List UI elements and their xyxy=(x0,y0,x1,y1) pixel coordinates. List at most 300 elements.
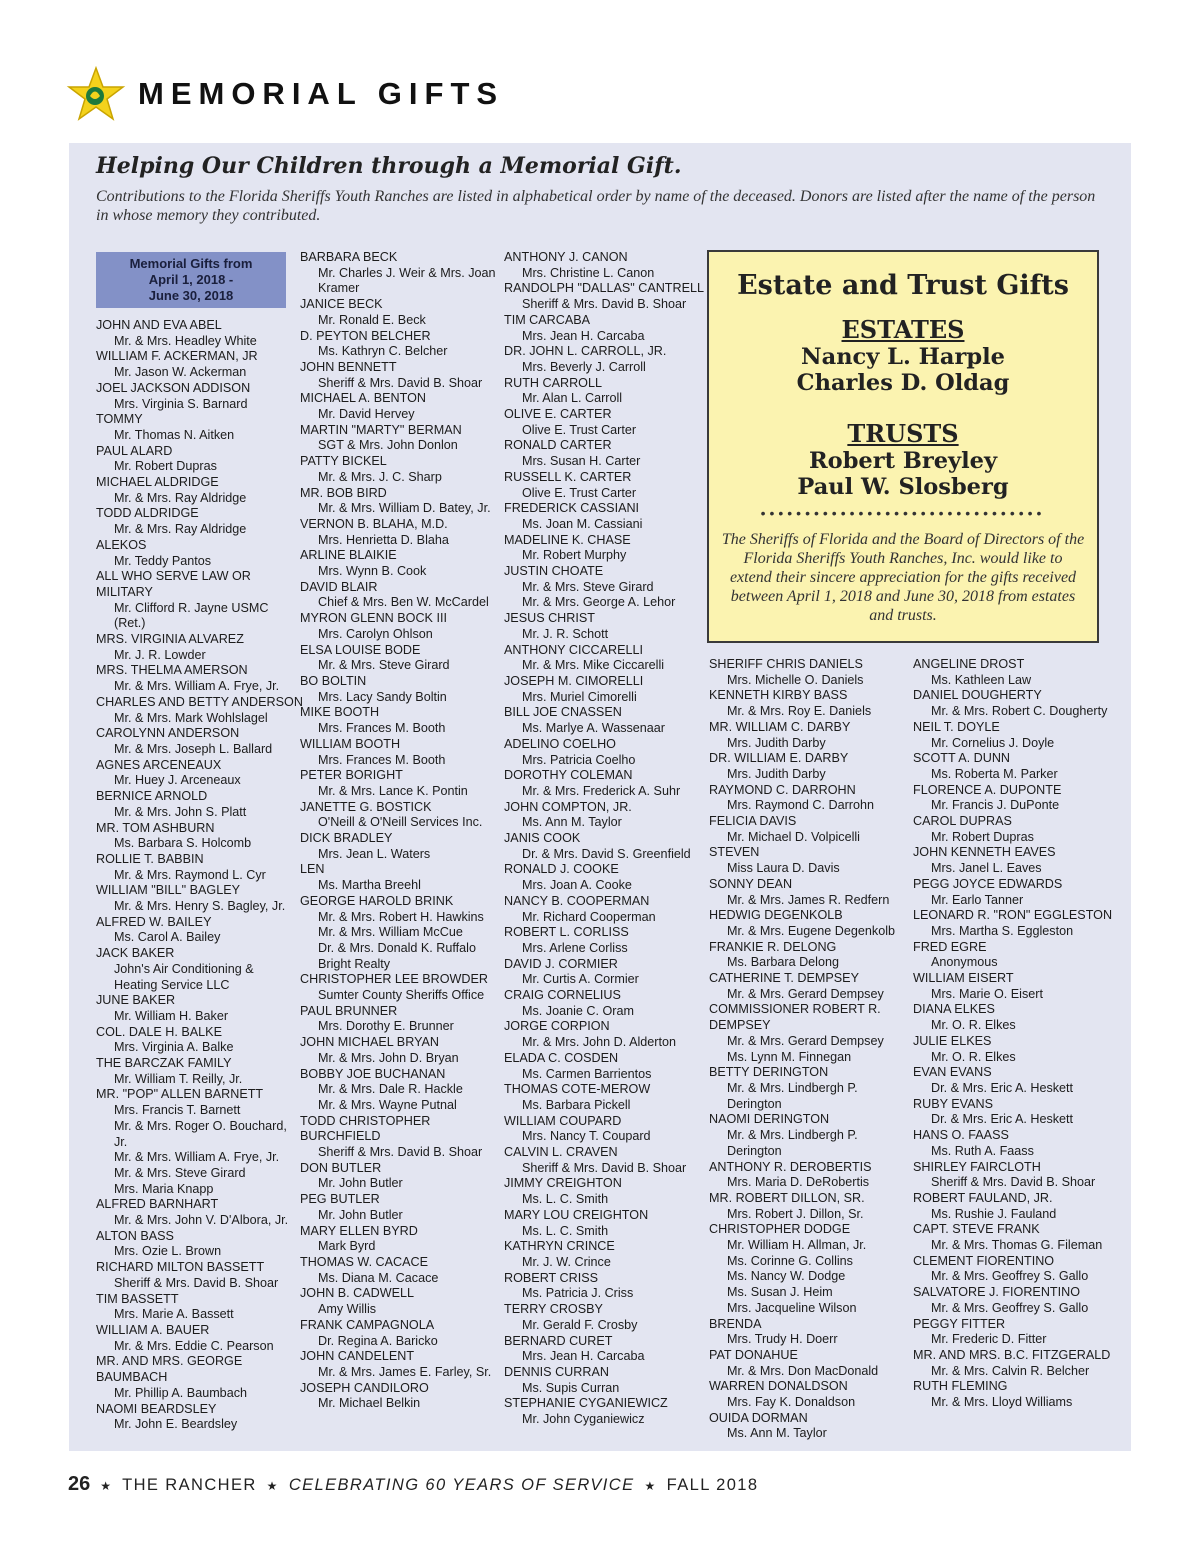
honoree-name: ADELINO COELHO xyxy=(504,736,616,751)
donor-name: Ms. Barbara Pickell xyxy=(522,1097,631,1112)
honoree-name: RUTH CARROLL xyxy=(504,375,602,390)
donor-name: Mrs. Martha S. Eggleston xyxy=(931,923,1074,938)
donor-name: Ms. Joan M. Cassiani xyxy=(522,516,643,531)
donor-name: Ms. Nancy W. Dodge xyxy=(727,1269,846,1284)
honoree-name: JANETTE G. BOSTICK xyxy=(300,799,432,814)
honoree-name: TOMMY xyxy=(96,412,143,427)
donor-name: Ms. Carol A. Bailey xyxy=(114,930,221,945)
honoree-name: AGNES ARCENEAUX xyxy=(96,757,222,772)
honoree-name: JOHN B. CADWELL xyxy=(300,1286,415,1301)
honoree-name: ANTHONY CICCARELLI xyxy=(504,642,644,657)
donor-name: Mrs. Marie A. Bassett xyxy=(114,1307,234,1322)
honoree-name: THOMAS COTE-MEROW xyxy=(504,1082,651,1097)
donor-name: Mrs. Trudy H. Doerr xyxy=(727,1332,838,1347)
honoree-name: FELICIA DAVIS xyxy=(709,814,797,829)
honoree-name: PEGG JOYCE EDWARDS xyxy=(913,876,1063,891)
honoree-name: MRS. THELMA AMERSON xyxy=(96,663,248,678)
honoree-name: CRAIG CORNELIUS xyxy=(504,988,621,1003)
donor-name: Mr. Robert Murphy xyxy=(522,548,627,563)
donor-name: Mr. & Mrs. Ray Aldridge xyxy=(114,522,247,537)
honoree-name: RUBY EVANS xyxy=(913,1096,994,1111)
publication-name: THE RANCHER xyxy=(122,1476,257,1494)
donor-name: Ms. Joanie C. Oram xyxy=(522,1003,634,1018)
donor-name: Mrs. Jean H. Carcaba xyxy=(522,1349,645,1364)
honoree-name: ANGELINE DROST xyxy=(913,657,1025,671)
honoree-name: MR. TOM ASHBURN xyxy=(96,820,215,835)
honoree-name: HEDWIG DEGENKOLB xyxy=(709,908,843,923)
honoree-name: ALFRED W. BAILEY xyxy=(96,914,212,929)
honoree-name: FLORENCE A. DUPONTE xyxy=(913,782,1062,797)
honoree-name: WILLIAM EISERT xyxy=(913,971,1014,986)
donor-name: Mrs. Dorothy E. Brunner xyxy=(318,1019,454,1034)
donor-name: Olive E. Trust Carter xyxy=(522,485,637,500)
honoree-name: FRANK CAMPAGNOLA xyxy=(300,1317,435,1332)
honoree-name: FREDERICK CASSIANI xyxy=(504,501,640,516)
date-range-line: April 1, 2018 - xyxy=(148,272,234,287)
honoree-name: MR. AND MRS. B.C. FITZGERALD xyxy=(913,1347,1111,1362)
donor-name: Mr. O. R. Elkes xyxy=(931,1018,1016,1033)
honoree-name: CAROL DUPRAS xyxy=(913,814,1012,829)
honoree-name: DAVID BLAIR xyxy=(300,579,378,594)
honoree-name: KENNETH KIRBY BASS xyxy=(709,688,848,703)
honoree-name: TODD ALDRIDGE xyxy=(96,506,199,521)
donor-name: Mrs. Frances M. Booth xyxy=(318,752,446,767)
donor-name: Mrs. Jean L. Waters xyxy=(318,846,431,861)
honoree-name: JOEL JACKSON ADDISON xyxy=(96,380,251,395)
issue-date: FALL 2018 xyxy=(666,1476,759,1494)
donor-name: Mrs. Joan A. Cooke xyxy=(522,878,632,893)
donor-name: Mr. Robert Dupras xyxy=(931,829,1034,844)
donor-name: Mark Byrd xyxy=(318,1239,376,1254)
honoree-name: MR. AND MRS. GEORGE xyxy=(96,1354,243,1369)
donor-name: Mr. Ronald E. Beck xyxy=(318,312,426,327)
honoree-name: HANS O. FAASS xyxy=(913,1128,1009,1143)
honoree-name: JACK BAKER xyxy=(96,946,175,961)
donor-name: Mr. Teddy Pantos xyxy=(114,553,212,568)
honoree-name: ROBERT CRISS xyxy=(504,1270,599,1285)
donor-name: Sheriff & Mrs. David B. Shoar xyxy=(522,1160,687,1175)
honoree-name: ROBERT FAULAND, JR. xyxy=(913,1190,1053,1205)
honoree-name: CHRISTOPHER DODGE xyxy=(709,1222,851,1237)
honoree-name: PAUL ALARD xyxy=(96,443,173,458)
honoree-name: JOHN MICHAEL BRYAN xyxy=(300,1035,440,1050)
donor-name: John's Air Conditioning & Heating Service LLC xyxy=(114,961,254,992)
donor-name: Olive E. Trust Carter xyxy=(522,422,637,437)
donor-name: Mr. & Mrs. Robert C. Dougherty xyxy=(931,704,1108,719)
donor-name: Mr. & Mrs. Roger O. Bouchard, Jr. xyxy=(114,1118,287,1149)
trusts-heading: TRUSTS xyxy=(847,419,959,448)
honoree-name: DR. JOHN L. CARROLL, JR. xyxy=(504,344,667,359)
donor-name: Dr. & Mrs. David S. Greenfield xyxy=(522,846,691,861)
honoree-name: THE BARCZAK FAMILY xyxy=(96,1056,232,1071)
honoree-name: TERRY CROSBY xyxy=(504,1302,603,1317)
donor-name: Ms. L. C. Smith xyxy=(522,1223,609,1238)
donor-name: Mr. John E. Beardsley xyxy=(114,1417,238,1432)
honoree-name: WILLIAM "BILL" BAGLEY xyxy=(96,883,241,898)
honoree-name: LEONARD R. "RON" EGGLESTON xyxy=(913,908,1113,923)
intro-text: Contributions to the Florida Sheriffs Youth Ranches are listed in alphabetical order by name of the deceased. Donors are listed after the name of the person in whose memory they contributed. xyxy=(96,188,1096,224)
donor-name: Mr. & Mrs. Calvin R. Belcher xyxy=(931,1363,1090,1378)
donor-name: Ms. Kathryn C. Belcher xyxy=(318,344,448,359)
page-number: 26 xyxy=(68,1473,91,1495)
donor-name: Mr. & Mrs. Raymond L. Cyr xyxy=(114,867,266,882)
donor-name: Mr. Earlo Tanner xyxy=(931,892,1024,907)
donor-name: Mrs. Carolyn Ohlson xyxy=(318,626,433,641)
donor-name: Mrs. Wynn B. Cook xyxy=(318,564,427,579)
honoree-name: BERNICE ARNOLD xyxy=(96,789,208,804)
donor-name: Mr. & Mrs. Dale R. Hackle xyxy=(318,1082,463,1097)
honoree-name: JOHN COMPTON, JR. xyxy=(504,799,632,814)
donor-name: Ms. Barbara Delong xyxy=(727,955,839,970)
donor-name: Mr. Gerald F. Crosby xyxy=(522,1317,638,1332)
donor-name: Mrs. Ozie L. Brown xyxy=(114,1244,222,1259)
donor-name: Mrs. Beverly J. Carroll xyxy=(522,359,646,374)
honoree-name: SALVATORE J. FIORENTINO xyxy=(913,1285,1081,1300)
honoree-name: BARBARA BECK xyxy=(300,250,398,264)
donor-name: SGT & Mrs. John Donlon xyxy=(318,438,458,453)
honoree-name: CHRISTOPHER LEE BROWDER xyxy=(300,972,489,987)
honoree-name: ROLLIE T. BABBIN xyxy=(96,851,204,866)
honoree-name: MR. WILLIAM C. DARBY xyxy=(709,719,851,734)
honoree-name: DANIEL DOUGHERTY xyxy=(913,688,1042,703)
star-icon: ★ xyxy=(644,1479,657,1493)
estate-trust-box xyxy=(707,250,1099,643)
donor-name: Mr. & Mrs. James R. Redfern xyxy=(727,892,890,907)
donor-name: Mr. Huey J. Arceneaux xyxy=(114,773,241,788)
honoree-name: DR. WILLIAM E. DARBY xyxy=(709,751,849,766)
honoree-name: BRENDA xyxy=(709,1316,762,1331)
estate-appreciation-note: The Sheriffs of Florida and the Board of Directors of the Florida Sheriffs Youth Ranches, Inc. would like to extend their sincere appreciation for the gifts received between April 1, 2018 and June 30, 2018 from estates and trusts. xyxy=(721,531,1085,624)
donor-name: Mr. & Mrs. Mark Wohlslagel xyxy=(114,710,268,725)
honoree-name: RUSSELL K. CARTER xyxy=(504,469,632,484)
honoree-name: BILL JOE CNASSEN xyxy=(504,705,622,720)
donor-name: Mrs. Muriel Cimorelli xyxy=(522,689,637,704)
honoree-name: WILLIAM COUPARD xyxy=(504,1113,622,1128)
honoree-name: CAROLYNN ANDERSON xyxy=(96,726,240,741)
donor-name: Bright Realty xyxy=(318,956,391,971)
honoree-name: ALTON BASS xyxy=(96,1228,174,1243)
honoree-name: BAUMBACH xyxy=(96,1370,168,1385)
donor-name: Ms. Diana M. Cacace xyxy=(318,1270,439,1285)
honoree-name: MARTIN "MARTY" BERMAN xyxy=(300,422,462,437)
donor-name: Dr. & Mrs. Donald K. Ruffalo xyxy=(318,940,476,955)
donor-name: Mr. & Mrs. John S. Platt xyxy=(114,804,247,819)
donor-name: Mr. & Mrs. Henry S. Bagley, Jr. xyxy=(114,899,286,914)
honoree-name: MADELINE K. CHASE xyxy=(504,532,631,547)
donor-name: Mrs. Patricia Coelho xyxy=(522,752,636,767)
donor-name: Chief & Mrs. Ben W. McCardel xyxy=(318,595,489,610)
honoree-name: COL. DALE H. BALKE xyxy=(96,1024,222,1039)
donor-name: Ms. Susan J. Heim xyxy=(727,1285,833,1300)
honoree-name: JOSEPH M. CIMORELLI xyxy=(504,673,644,688)
donor-name: Mr. & Mrs. James E. Farley, Sr. xyxy=(318,1364,492,1379)
donor-name: Mr. & Mrs. Mike Ciccarelli xyxy=(522,658,665,673)
donor-name: Ms. Corinne G. Collins xyxy=(727,1253,853,1268)
donor-name: Mr. & Mrs. William A. Frye, Jr. xyxy=(114,679,280,694)
donor-name: Mr. & Mrs. Roy E. Daniels xyxy=(727,704,872,719)
donor-name: Mr. & Mrs. John D. Bryan xyxy=(318,1050,459,1065)
honoree-name: CLEMENT FIORENTINO xyxy=(913,1253,1055,1268)
donor-name: Mr. & Mrs. Steve Girard xyxy=(318,658,450,673)
donor-name: Sheriff & Mrs. David B. Shoar xyxy=(114,1275,279,1290)
honoree-name: THOMAS W. CACACE xyxy=(300,1255,429,1269)
donor-name: Mr. & Mrs. Steve Girard xyxy=(522,579,654,594)
honoree-name: RAYMOND C. DARROHN xyxy=(709,782,856,797)
honoree-name: MR. ROBERT DILLON, SR. xyxy=(709,1190,865,1205)
donor-name: Mrs. Christine L. Canon xyxy=(522,265,655,280)
date-range-box xyxy=(96,252,286,308)
donor-name: Mr. John Butler xyxy=(318,1176,403,1191)
honoree-name: RICHARD MILTON BASSETT xyxy=(96,1260,265,1275)
date-range-line: Memorial Gifts from xyxy=(129,256,253,271)
honoree-name: WILLIAM A. BAUER xyxy=(96,1323,210,1337)
donor-name: Mr. & Mrs. J. C. Sharp xyxy=(318,469,442,484)
honoree-name: DENNIS CURRAN xyxy=(504,1364,609,1379)
donor-name: Anonymous xyxy=(931,955,998,970)
estate-box-title: Estate and Trust Gifts xyxy=(737,270,1069,301)
honoree-name: CATHERINE T. DEMPSEY xyxy=(709,971,859,986)
honoree-name: MICHAEL A. BENTON xyxy=(300,391,426,406)
honoree-name: MRS. VIRGINIA ALVAREZ xyxy=(96,632,244,647)
donor-name: Ms. Supis Curran xyxy=(522,1380,620,1395)
memorial-column-4 xyxy=(709,657,913,1442)
star-badge-icon xyxy=(66,66,126,126)
honoree-name: WILLIAM BOOTH xyxy=(300,736,401,751)
donor-name: Ms. Ann M. Taylor xyxy=(522,815,622,830)
honoree-name: OUIDA DORMAN xyxy=(709,1410,808,1425)
donor-name: Mr. & Mrs. Lance K. Pontin xyxy=(318,783,468,798)
donor-name: Mrs. Nancy T. Coupard xyxy=(522,1129,651,1144)
honoree-name: JOHN KENNETH EAVES xyxy=(913,845,1056,860)
honoree-name: OLIVE E. CARTER xyxy=(504,407,612,422)
honoree-name: ELADA C. COSDEN xyxy=(504,1050,619,1065)
donor-name: Ms. Barbara S. Holcomb xyxy=(114,836,252,851)
honoree-name: PAUL BRUNNER xyxy=(300,1003,398,1018)
donor-name: Sumter County Sheriffs Office xyxy=(318,988,485,1003)
donor-name: Mrs. Fay K. Donaldson xyxy=(727,1395,856,1410)
honoree-name: GEORGE HAROLD BRINK xyxy=(300,893,454,908)
star-icon: ★ xyxy=(266,1479,279,1493)
page-header xyxy=(66,66,666,132)
honoree-name: JOSEPH CANDILORO xyxy=(300,1380,429,1395)
honoree-name: NEIL T. DOYLE xyxy=(913,719,1000,734)
donor-name: Mr. Frederic D. Fitter xyxy=(931,1332,1047,1347)
dotted-divider: •••••••••••••••••••••••••••••••• xyxy=(760,506,1046,520)
donor-name: Sheriff & Mrs. David B. Shoar xyxy=(318,375,483,390)
honoree-name: MR. "POP" ALLEN BARNETT xyxy=(96,1087,264,1102)
donor-name: Mr. John Cyganiewicz xyxy=(522,1412,645,1427)
honoree-name: DON BUTLER xyxy=(300,1160,382,1175)
honoree-name: FRANKIE R. DELONG xyxy=(709,939,837,954)
donor-name: Mr. William T. Reilly, Jr. xyxy=(114,1071,243,1086)
honoree-name: NAOMI BEARDSLEY xyxy=(96,1401,217,1416)
donor-name: Miss Laura D. Davis xyxy=(727,861,840,876)
honoree-name: WILLIAM F. ACKERMAN, JR xyxy=(96,349,258,364)
donor-name: Mr. David Hervey xyxy=(318,407,415,422)
donor-name: Mr. Cornelius J. Doyle xyxy=(931,735,1055,750)
star-icon: ★ xyxy=(100,1479,113,1493)
donor-name: Mr. & Mrs. Gerard Dempsey xyxy=(727,1033,884,1048)
donor-name: Mr. J. W. Crince xyxy=(522,1255,611,1269)
memorial-column-2 xyxy=(300,250,504,1412)
honoree-name: PEG BUTLER xyxy=(300,1192,380,1207)
honoree-name: TIM CARCABA xyxy=(504,312,591,327)
donor-name: Dr. & Mrs. Eric A. Heskett xyxy=(931,1080,1074,1095)
honoree-name: DICK BRADLEY xyxy=(300,831,393,846)
honoree-name: JOHN CANDELENT xyxy=(300,1349,415,1364)
honoree-name: DIANA ELKES xyxy=(913,1002,995,1017)
donor-name: Mrs. Janel L. Eaves xyxy=(931,861,1042,876)
date-range-line: June 30, 2018 xyxy=(148,288,234,303)
honoree-name: CALVIN L. CRAVEN xyxy=(504,1145,618,1160)
donor-name: Mr. J. R. Schott xyxy=(522,626,609,641)
honoree-name: PATTY BICKEL xyxy=(300,454,387,469)
estate-name: Nancy L. Harple xyxy=(801,344,1005,370)
honoree-name: WARREN DONALDSON xyxy=(709,1379,848,1394)
honoree-name: STEPHANIE CYGANIEWICZ xyxy=(504,1396,668,1411)
honoree-name: D. PEYTON BELCHER xyxy=(300,328,431,343)
donor-name: Mrs. Judith Darby xyxy=(727,766,826,781)
donor-name: Mrs. Judith Darby xyxy=(727,735,826,750)
donor-name: Ms. Ruth A. Faass xyxy=(931,1143,1034,1158)
honoree-name: BO BOLTIN xyxy=(300,673,367,688)
honoree-name: PAT DONAHUE xyxy=(709,1347,798,1362)
honoree-name: MICHAEL ALDRIDGE xyxy=(96,475,219,490)
donor-name: Mr. Curtis A. Cormier xyxy=(522,972,639,987)
honoree-name: KATHRYN CRINCE xyxy=(504,1239,615,1254)
donor-name: Mr. & Mrs. Ray Aldridge xyxy=(114,490,247,505)
trust-name: Robert Breyley xyxy=(808,448,998,474)
memorial-column-5 xyxy=(913,657,1117,1411)
donor-name: Mr. John Butler xyxy=(318,1207,403,1222)
honoree-name: JANICE BECK xyxy=(300,297,383,312)
honoree-name: DOROTHY COLEMAN xyxy=(504,768,633,783)
donor-name: Mr. Charles J. Weir & Mrs. Joan Kramer xyxy=(318,265,496,296)
honoree-name: JOHN BENNETT xyxy=(300,359,397,374)
donor-name: Mr. & Mrs. Lindbergh P. Derington xyxy=(727,1080,858,1111)
donor-name: Mr. & Mrs. John V. D'Albora, Jr. xyxy=(114,1213,289,1228)
honoree-name: RONALD J. COOKE xyxy=(504,862,619,877)
donor-name: Mrs. Raymond C. Darrohn xyxy=(727,798,874,813)
honoree-name: JIMMY CREIGHTON xyxy=(504,1176,622,1191)
honoree-name: FRED EGRE xyxy=(913,939,987,954)
donor-name: Mr. Michael Belkin xyxy=(318,1396,421,1411)
trust-name: Paul W. Slosberg xyxy=(797,474,1009,500)
donor-name: Ms. Kathleen Law xyxy=(931,672,1032,687)
honoree-name: MARY LOU CREIGHTON xyxy=(504,1207,649,1222)
honoree-name: JORGE CORPION xyxy=(504,1019,610,1034)
donor-name: Mrs. Frances M. Booth xyxy=(318,721,446,736)
donor-name: Mr. & Mrs. Eugene Degenkolb xyxy=(727,923,895,938)
honoree-name: MR. BOB BIRD xyxy=(300,485,387,500)
donor-name: Mrs. Jean H. Carcaba xyxy=(522,328,645,343)
donor-name: Mrs. Jacqueline Wilson xyxy=(727,1300,857,1315)
honoree-name: TODD CHRISTOPHER xyxy=(300,1113,431,1128)
donor-name: Mr. & Mrs. Joseph L. Ballard xyxy=(114,741,273,756)
donor-name: Mrs. Maria Knapp xyxy=(114,1181,214,1196)
honoree-name: CAPT. STEVE FRANK xyxy=(913,1222,1040,1237)
donor-name: Mrs. Susan H. Carter xyxy=(522,454,641,469)
donor-name: Mr. & Mrs. Thomas G. Fileman xyxy=(931,1238,1103,1253)
donor-name: Mrs. Robert J. Dillon, Sr. xyxy=(727,1206,864,1221)
donor-name: Mr. William H. Baker xyxy=(114,1008,229,1023)
donor-name: Mr. O. R. Elkes xyxy=(931,1049,1016,1064)
honoree-name: RUTH FLEMING xyxy=(913,1379,1008,1394)
donor-name: Mr. Alan L. Carroll xyxy=(522,391,623,406)
donor-name: Mr. & Mrs. William A. Frye, Jr. xyxy=(114,1150,280,1165)
donor-name: Ms. Patricia J. Criss xyxy=(522,1286,634,1301)
donor-name: Mr. & Mrs. Gerard Dempsey xyxy=(727,986,884,1001)
honoree-name: JANIS COOK xyxy=(504,831,581,846)
donor-name: Mrs. Virginia A. Balke xyxy=(114,1040,234,1055)
donor-name: Ms. Martha Breehl xyxy=(318,878,421,893)
donor-name: Dr. Regina A. Baricko xyxy=(318,1333,438,1348)
honoree-name: ALL WHO SERVE LAW OR xyxy=(96,569,251,584)
donor-name: Mrs. Henrietta D. Blaha xyxy=(318,532,449,547)
donor-name: Mr. Richard Cooperman xyxy=(522,909,656,924)
honoree-name: EVAN EVANS xyxy=(913,1065,992,1080)
donor-name: Mr. & Mrs. Lloyd Williams xyxy=(931,1395,1073,1410)
donor-name: Mr. & Mrs. Steve Girard xyxy=(114,1165,246,1180)
honoree-name: RANDOLPH "DALLAS" CANTRELL xyxy=(504,281,705,296)
honoree-name: ELSA LOUISE BODE xyxy=(300,642,421,657)
honoree-name: BETTY DERINGTON xyxy=(709,1065,829,1080)
donor-name: Mrs. Michelle O. Daniels xyxy=(727,672,864,687)
donor-name: Mr. & Mrs. William D. Batey, Jr. xyxy=(318,501,491,516)
donor-name: Mr. Thomas N. Aitken xyxy=(114,427,235,442)
honoree-name: SHERIFF CHRIS DANIELS xyxy=(709,657,863,671)
donor-name: Mr. Francis J. DuPonte xyxy=(931,798,1060,813)
donor-name: Ms. Ann M. Taylor xyxy=(727,1426,827,1441)
estate-name: Charles D. Oldag xyxy=(796,370,1010,396)
donor-name: Amy Willis xyxy=(318,1302,377,1317)
donor-name: Mr. & Mrs. Geoffrey S. Gallo xyxy=(931,1300,1089,1315)
honoree-name: JULIE ELKES xyxy=(913,1033,992,1048)
donor-name: Mr. Clifford R. Jayne USMC (Ret.) xyxy=(114,600,269,631)
page-footer xyxy=(68,1473,758,1496)
donor-name: Mr. & Mrs. Don MacDonald xyxy=(727,1363,879,1378)
honoree-name: SONNY DEAN xyxy=(709,876,793,891)
donor-name: Ms. L. C. Smith xyxy=(522,1192,609,1207)
donor-name: Mr. & Mrs. Lindbergh P. Derington xyxy=(727,1128,858,1158)
honoree-name: JOHN AND EVA ABEL xyxy=(96,318,222,332)
donor-name: Mrs. Maria D. DeRobertis xyxy=(727,1175,870,1190)
donor-name: Mrs. Marie O. Eisert xyxy=(931,986,1043,1001)
honoree-name: BURCHFIELD xyxy=(300,1129,381,1144)
donor-name: Dr. & Mrs. Eric A. Heskett xyxy=(931,1112,1074,1127)
donor-name: Mr. William H. Allman, Jr. xyxy=(727,1238,867,1253)
honoree-name: ROBERT L. CORLISS xyxy=(504,925,629,940)
honoree-name: SCOTT A. DUNN xyxy=(913,751,1011,766)
donor-name: Mr. & Mrs. Wayne Putnal xyxy=(318,1097,457,1112)
donor-name: Mr. Michael D. Volpicelli xyxy=(727,829,860,844)
page-title: MEMORIAL GIFTS xyxy=(138,76,505,111)
honoree-name: NANCY B. COOPERMAN xyxy=(504,893,650,908)
honoree-name: STEVEN xyxy=(709,845,760,860)
donor-name: Mr. J. R. Lowder xyxy=(114,647,206,662)
donor-name: Mrs. Lacy Sandy Boltin xyxy=(318,689,447,704)
honoree-name: BERNARD CURET xyxy=(504,1333,613,1348)
honoree-name: ANTHONY R. DEROBERTIS xyxy=(709,1159,872,1174)
donor-name: Mrs. Francis T. Barnett xyxy=(114,1103,241,1118)
honoree-name: ALEKOS xyxy=(96,537,147,552)
honoree-name: NAOMI DERINGTON xyxy=(709,1112,830,1127)
donor-name: Ms. Carmen Barrientos xyxy=(522,1066,652,1081)
honoree-name: PEGGY FITTER xyxy=(913,1316,1006,1331)
donor-name: Sheriff & Mrs. David B. Shoar xyxy=(931,1175,1096,1190)
tagline: CELEBRATING 60 YEARS OF SERVICE xyxy=(288,1476,635,1494)
honoree-name: ALFRED BARNHART xyxy=(96,1197,219,1212)
